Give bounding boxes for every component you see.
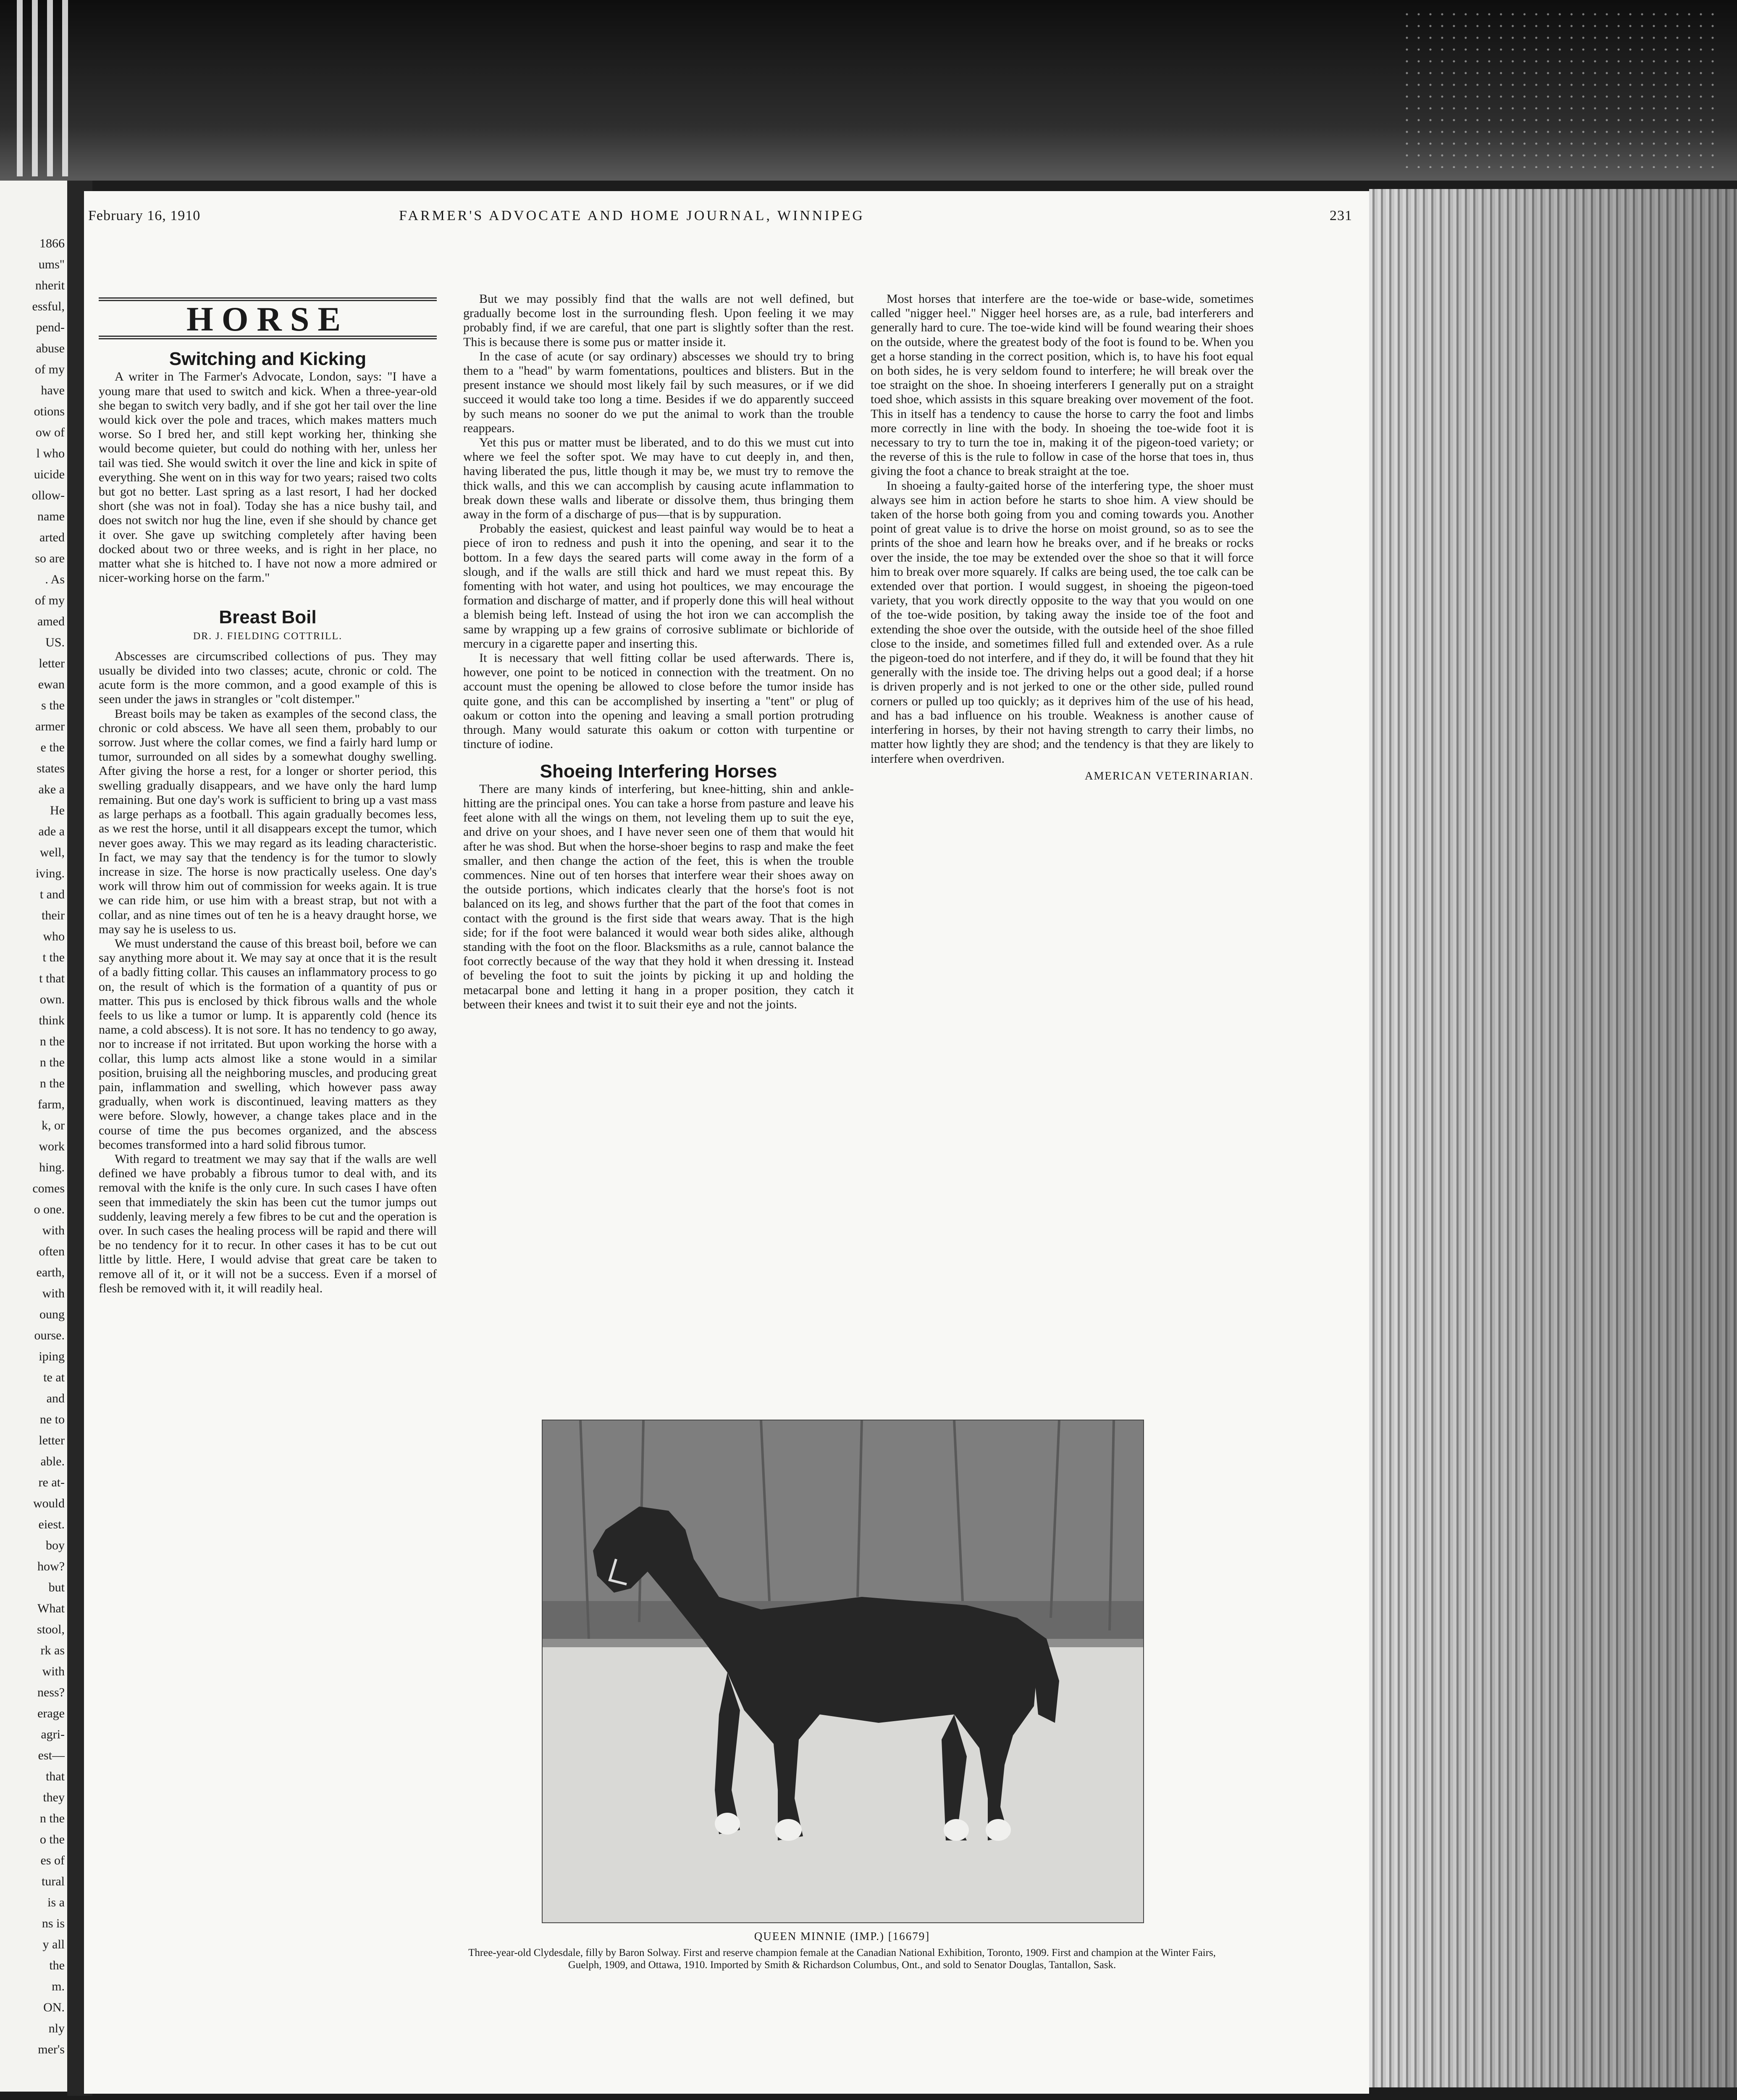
left-page-text-fragment: essful, (32, 299, 65, 313)
left-page-text-fragment: e the (40, 740, 65, 754)
left-page-text-fragment: letter (39, 656, 65, 670)
running-header (88, 208, 1365, 233)
section-rule (99, 338, 437, 339)
left-page-text-fragment: of my (35, 362, 65, 376)
left-page-text-fragment: rk as (40, 1643, 65, 1657)
left-page-text-fragment: ne to (39, 1412, 65, 1426)
left-page-text-fragment: iping (39, 1349, 65, 1363)
column-3 (871, 292, 1254, 783)
left-page-text-fragment: boy (46, 1538, 65, 1552)
article-byline: DR. J. FIELDING COTTRILL. (193, 630, 343, 642)
article-title-shoeing: Shoeing Interfering Horses (540, 761, 777, 782)
article-title-breast-boil: Breast Boil (219, 607, 317, 628)
left-page-text-fragment: t the (42, 950, 65, 964)
article-paragraph: We must understand the cause of this breast boil, before we can say anything more about it. We may say at once that it is the result of a badly fitting collar. This causes an inflammatory process to go on, the result of which is the formation of a quantity of pus or matter. This pus is enclosed by thick fibrous walls and the whole feels to us like a tumor or lump. It is apparently cold (hence its name, a cold abscess). It is not sore. It has no tendency to go away, nor to increase if not irritated. But upon working the horse with a collar, this lump acts almost like a stone would in a similar position, bruising all the neighboring muscles, and producing great pain, inflammation and swelling, which however pass away gradually, when work is discontinued, leaving matters as they were before. Slowly, however, a change takes place and in the course of time the pus becomes organized, and the abscess becomes transformed into a hard solid fibrous tumor. (99, 936, 437, 1152)
left-page-text-fragment: but (48, 1580, 65, 1594)
left-page-text-fragment: ns is (42, 1916, 65, 1930)
left-page-text-fragment: What (37, 1601, 65, 1615)
left-page-text-fragment: t and (39, 887, 65, 901)
left-page-text-fragment: oung (39, 1307, 65, 1321)
left-page-text-fragment: well, (39, 845, 65, 859)
article-paragraph: In shoeing a faulty-gaited horse of the interfering type, the shoer must always see him in action before he starts to shoe him. A view should be taken of the horse both going from you and coming towards you. Another point of great value is to drive the horse on moist ground, so as to see the prints of the shoe and learn how he breaks over, and if he breaks or rocks over the inside, the toe may be extended over the shoe so that it will force him to break over more squarely. If calks are being used, the toe calk can be extended over that portion. I would suggest, in shoeing the pigeon-toed variety, that you work directly opposite to the way that you would on one of the toe-wide position, by taking away the inside toe of the foot and extending the shoe over the outside, with the outside heel of the shoe filled close to the inside, and sometimes filled full and extended over. As a rule the pigeon-toed do not interfere, and if they do, it will be found that they hit generally with the inside toe. The driving helps out a good deal; if a horse is driven properly and is not jerked to one or the other side, pulled round corners or pulled up too quickly; as it deprives him of the use of his head, and has a bad influence on his trouble. Weakness is another cause of interfering in horses, by their not having strength to carry their limbs, no matter how lightly they are shod; and the tendency is that they are likely to interfere when overdriven. (871, 478, 1254, 766)
left-page-text-fragment: they (43, 1790, 65, 1804)
column-2 (463, 292, 854, 1012)
left-page-text-fragment: agri- (41, 1727, 65, 1741)
left-page-text-fragment: otions (34, 404, 65, 418)
left-page-text-fragment: comes (32, 1181, 65, 1195)
article-paragraph: Most horses that interfere are the toe-wide or base-wide, sometimes called "nigger heel." Nigger heel horses are, as a rule, bad interferers and generally hard to cure. The toe-wide kind will be found wearing their shoes on the outside, where the greatest body of the foot is found to be. When you get a horse standing in the correct position, which is, to have his foot equal on both sides, he is very seldom found to interfere; he will break over the toe straight on the shoe. In shoeing interferers I generally put on a straight toed shoe, which assists in this square breaking over movement of the foot. This in itself has a tendency to cause the horse to carry the foot and limbs more correctly in line with the body. In shoeing the toe-wide foot it is necessary to try to turn the toe in, making it of the pigeon-toed variety; or the reverse of this is the rule to follow in case of the horse that toes in, thus giving the foot a chance to break straight at the toe. (871, 292, 1254, 478)
left-page-text-fragment: He (50, 803, 65, 817)
left-page-text-fragment: letter (39, 1433, 65, 1447)
left-page-text-fragment: with (42, 1286, 65, 1300)
left-page-text-fragment: US. (45, 635, 65, 649)
left-page-text-fragment: think (39, 1013, 65, 1027)
left-page-text-fragment: name (37, 509, 65, 523)
left-page-text-fragment: amed (37, 614, 65, 628)
left-page-text-fragment: n the (39, 1034, 65, 1048)
left-page-text-fragment: arted (39, 530, 65, 544)
left-page-text-fragment: ake a (38, 782, 65, 796)
left-page-text-fragment: o the (39, 1832, 65, 1846)
left-page-text-fragment: ness? (37, 1685, 65, 1699)
left-page-text-fragment: es of (40, 1853, 65, 1867)
left-page-text-fragment: re at- (38, 1475, 65, 1489)
article-paragraph: There are many kinds of interfering, but knee-hitting, shin and ankle-hitting are the principal ones. You can take a horse from pasture and leave his feet alone with all the wings on them, not leveling them up to suit the eye, and drive on your shoes, and I have never seen one of them that would hit after he was shod. But when the horse-shoer begins to rasp and make the feet smaller, and then change the action of the feet, this is when the trouble commences. Nine out of ten horses that interfere wear their shoes away on the outside portions, which indicates clearly that the horse's foot is not balanced on its leg, and shows further that the part of the foot that comes in contact with the ground is the first side that wears away. That is the high side; for if the foot were balanced it would wear both sides alike, although standing with the foot on the floor. Blacksmiths as a rule, cannot balance the foot correctly because of the way that they hold it when dressing it. Instead of beveling the foot to suit the joints by picking it up and holding the metacarpal bone and letting it hang in a proper position, they catch it between their knees and twist it to suit their eye and not the joints. (463, 782, 854, 1011)
photo-caption: Three-year-old Clydesdale, filly by Baron Solway. First and reserve champion female at the Canadian National Exhibition, Toronto, 1909. First and champion at the Winter Fairs, Guelph, 1909, and Ottawa, 1910. Imported by Smith & Richardson Columbus, Ont., and sold to Senator Douglas, Tantallon, Sask. (468, 1947, 1216, 1971)
left-page-text-fragment: o one. (34, 1202, 65, 1216)
left-page-text-fragment: ourse. (34, 1328, 65, 1342)
previous-page-fragment (0, 181, 67, 2092)
left-page-text-fragment: their (42, 908, 65, 922)
left-page-text-fragment: would (33, 1496, 65, 1510)
left-page-text-fragment: stool, (37, 1622, 65, 1636)
page-edges-shadow (1369, 189, 1737, 2087)
left-page-text-fragment: n the (39, 1076, 65, 1090)
left-page-text-fragment: n the (39, 1055, 65, 1069)
left-page-text-fragment: work (39, 1139, 65, 1153)
left-page-text-fragment: n the (39, 1811, 65, 1825)
left-page-text-fragment: own. (39, 992, 65, 1006)
left-page-text-fragment: nherit (35, 278, 65, 292)
left-page-text-fragment: mer's (38, 2042, 65, 2056)
left-page-text-fragment: hing. (39, 1160, 65, 1174)
left-page-text-fragment: have (41, 383, 65, 397)
section-title: HORSE (186, 300, 349, 338)
article-paragraph: With regard to treatment we may say that if the walls are well defined we have probably a fibrous tumor to deal with, and its removal with the knife is the only cure. In such cases I have often seen that immediately the skin has been cut the tumor jumps out suddenly, leaving merely a few fibres to be cut and the operation is over. In such cases the healing process will be rapid and there will be no tendency for it to recur. In other cases it has to be cut out little by little. Here, I would advise that great care be taken to remove all of it, or it will not be a success. Even if a morsel of flesh be removed with it, it will readily heal. (99, 1152, 437, 1295)
left-page-text-fragment: the (49, 1958, 65, 1972)
article-paragraph: But we may possibly find that the walls are not well defined, but gradually become lost in the surrounding flesh. Upon feeling it we may probably find, if we are careful, that one part is slightly softer than the rest. This is because there is some pus or matter inside it. (463, 292, 854, 349)
left-page-text-fragment: est— (38, 1748, 65, 1762)
left-page-text-fragment: and (46, 1391, 65, 1405)
left-page-text-fragment: k, or (42, 1118, 65, 1132)
left-page-text-fragment: te at (43, 1370, 65, 1384)
left-page-text-fragment: m. (52, 1979, 65, 1993)
left-page-text-fragment: states (37, 761, 65, 775)
left-page-text-fragment: ewan (38, 677, 65, 691)
section-rule (99, 297, 437, 299)
left-page-text-fragment: so are (35, 551, 65, 565)
left-page-text-fragment: y all (42, 1937, 65, 1951)
left-page-text-fragment: ON. (43, 2000, 65, 2014)
left-page-text-fragment: ade a (38, 824, 65, 838)
left-page-text-fragment: s the (41, 698, 65, 712)
left-page-text-fragment: that (46, 1769, 65, 1783)
article-paragraph: Probably the easiest, quickest and least painful way would be to heat a piece of iron to redness and push it into the opening, and sear it to the bottom. In a few days the seared parts will come away in the form of a slough, and if the walls are still thick and hard we must repeat this. By fomenting with hot water, and using hot poultices, we may encourage the formation and discharge of matter, and if properly done this will heal without a blemish being left. Instead of using the hot iron we can accomplish the same by wrapping up a few grains of corrosive sublimate or bichloride of mercury in a cigarette paper and inserting this. (463, 522, 854, 651)
article-paragraph: A writer in The Farmer's Advocate, London, says: "I have a young mare that used to switch and kick. When a three-year-old she began to switch very badly, and if she got her tail over the line would kick over the pole and traces, which makes matters much worse. So I bred her, and still kept working her, thinking she would become quieter, but could do nothing with her, unless her tail was tied. She would switch it over the line and kick in spite of everything. She went on in this way for two years; raised two colts but got no better. Last spring as a last resort, I had her docked short (she was not in foal). Today she has a nice bushy tail, and does not switch nor hug the line, even if she should by chance get it over. She gave up switching completely after having been docked about two or three weeks, and is right in her place, no matter what she is hitched to. I have not now a more admired or nicer-working horse on the farm." (99, 370, 437, 585)
left-page-text-fragment: armer (35, 719, 65, 733)
left-page-text-fragment: l who (36, 446, 65, 460)
left-page-text-fragment: often (39, 1244, 65, 1258)
newspaper-page (84, 191, 1369, 2094)
scanner-dot-pattern (1401, 8, 1720, 168)
article-paragraph: Breast boils may be taken as examples of the second class, the chronic or cold abscess. We have all seen them, probably to our sorrow. Just where the collar comes, we find a fairly hard lump or tumor, surrounded on all sides by a somewhat doughy swelling. After giving the horse a rest, for a longer or shorter period, this swelling gradually disappears, and we have only the hard lump remaining. But one day's work is sufficient to bring up a vast mass as large perhaps as a football. This again gradually becomes less, as we rest the horse, until it all disappears except the tumor, which never goes away. This we may regard as its leading characteristic. In fact, we may say that the tendency is for the tumor to slowly increase in size. The horse is now practically useless. One day's work will throw him out of commission for weeks again. It is true we can ride him, or use him with a breast strap, but not with a collar, and as nine times out of ten he is a heavy draught horse, we may say he is useless to us. (99, 706, 437, 936)
left-page-text-fragment: earth, (36, 1265, 65, 1279)
column-1 (99, 296, 437, 1296)
left-page-text-fragment: with (42, 1664, 65, 1678)
publication-title: FARMER'S ADVOCATE AND HOME JOURNAL, WINNIPEG (399, 208, 865, 223)
issue-date: February 16, 1910 (88, 208, 201, 223)
left-page-text-fragment: 1866 (39, 236, 65, 250)
left-page-text-fragment: who (43, 929, 65, 943)
left-page-text-fragment: able. (40, 1454, 65, 1468)
left-page-text-fragment: ollow- (31, 488, 65, 502)
article-paragraph: Yet this pus or matter must be liberated, and to do this we must cut into where we feel the softer spot. We may have to cut deeply in, and then, having liberated the pus, little though it may be, we must try to remove the thick walls, and this we can accomplish by causing acute inflammation to break down these walls and liberate or dissolve them, thus bringing them away in the form of a discharge of pus—that is by suppuration. (463, 436, 854, 522)
horse-illustration (543, 1420, 1143, 1922)
left-page-text-fragment: pend- (36, 320, 65, 334)
clydesdale-photo (542, 1420, 1144, 1923)
left-page-text-fragment: . As (45, 572, 65, 586)
left-page-text-fragment: abuse (36, 341, 65, 355)
article-paragraph: It is necessary that well fitting collar be used afterwards. There is, however, one point to be noticed in connection with the treatment. On no account must the opening be allowed to close before the tumor inside has quite gone, and this can be accomplished by inserting a "tent" or plug of oakum or cotton into the opening and leaving a small portion protruding through. Many would saturate this oakum or cotton with turpentine or tincture of iodine. (463, 651, 854, 751)
article-signature: AMERICAN VETERINARIAN. (1085, 769, 1254, 782)
page-number: 231 (1330, 208, 1352, 223)
left-page-text-fragment: iving. (35, 866, 65, 880)
left-page-text-fragment: tural (42, 1874, 65, 1888)
article-paragraph: Abscesses are circumscribed collections of pus. They may usually be divided into two classes; acute, chronic or cold. The acute form is the more common, and a good example of this is seen under the jaws in strangles or "colt distemper." (99, 649, 437, 706)
left-page-text-fragment: uicide (34, 467, 65, 481)
photo-caption-title: QUEEN MINNIE (IMP.) [16679] (754, 1930, 930, 1942)
left-page-text-fragment: farm, (37, 1097, 65, 1111)
left-page-text-fragment: with (42, 1223, 65, 1237)
scanner-bars-top (17, 0, 71, 176)
left-page-text-fragment: how? (37, 1559, 65, 1573)
left-page-text-fragment: t that (39, 971, 65, 985)
left-page-text-fragment: ow of (35, 425, 65, 439)
article-paragraph: In the case of acute (or say ordinary) abscesses we should try to bring them to a "head" by warm fomentations, poultices and blisters. But in the present instance we should most likely fail by such measures, or if we did succeed it would take too long a time. Besides if we do apparently succeed by such means no sooner do we put the animal to work than the trouble reappears. (463, 349, 854, 435)
left-page-text-fragment: is a (47, 1895, 65, 1909)
left-page-text-fragment: erage (37, 1706, 65, 1720)
left-page-text-fragment: of my (35, 593, 65, 607)
left-page-text-fragment: eiest. (38, 1517, 65, 1531)
left-page-text-fragment: nly (48, 2021, 65, 2035)
left-page-text-fragment: ums" (38, 257, 65, 271)
article-title-switching: Switching and Kicking (169, 349, 367, 370)
